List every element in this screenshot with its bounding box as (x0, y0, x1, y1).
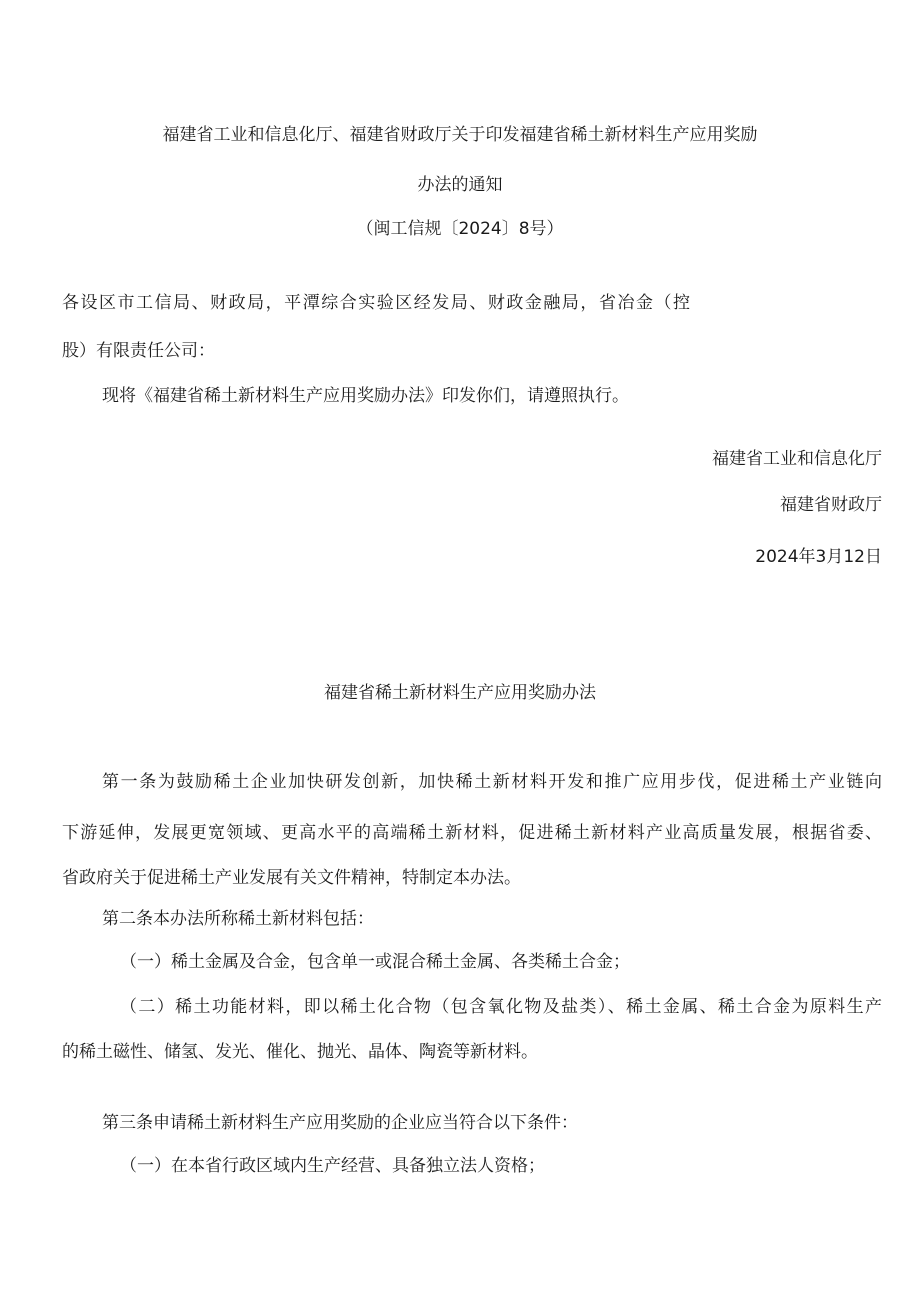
notice-doc-number: （闽工信规〔2024〕8号） (356, 219, 564, 239)
notice-body: 现将《福建省稀土新材料生产应用奖励办法》印发你们，请遵照执行。 (102, 386, 629, 406)
notice-issuer-2: 福建省财政厅 (780, 495, 882, 515)
notice-title-line1: 福建省工业和信息化厅、福建省财政厅关于印发福建省稀土新材料生产应用奖励 (162, 125, 758, 145)
notice-recipients-line2: 股）有限责任公司： (62, 341, 215, 361)
measures-title: 福建省稀土新材料生产应用奖励办法 (324, 683, 596, 703)
notice-recipients-line1: 各设区市工信局、财政局，平潭综合实验区经发局、财政金融局，省冶金（控 (62, 293, 690, 313)
article3: 第三条申请稀土新材料生产应用奖励的企业应当符合以下条件： (102, 1113, 578, 1133)
article1-line2: 下游延伸，发展更宽领域、更高水平的高端稀土新材料，促进稀土新材料产业高质量发展，根据省委、 (62, 823, 882, 843)
article2-item2-line2: 的稀土磁性、储氢、发光、催化、抛光、晶体、陶瓷等新材料。 (62, 1042, 538, 1062)
article2: 第二条本办法所称稀土新材料包括： (102, 909, 374, 929)
notice-title-line2: 办法的通知 (417, 175, 503, 195)
notice-date: 2024年3月12日 (755, 547, 882, 567)
article1-line1: 第一条为鼓励稀土企业加快研发创新，加快稀土新材料开发和推广应用步伐，促进稀土产业链向 (102, 772, 882, 792)
article3-item1: （一）在本省行政区域内生产经营、具备独立法人资格； (120, 1156, 545, 1176)
notice-issuer-1: 福建省工业和信息化厅 (712, 449, 882, 469)
article2-item1: （一）稀土金属及合金，包含单一或混合稀土金属、各类稀土合金； (120, 952, 630, 972)
article2-item2-line1: （二）稀土功能材料，即以稀土化合物（包含氧化物及盐类）、稀土金属、稀土合金为原料生产 (120, 997, 882, 1017)
article1-line3: 省政府关于促进稀土产业发展有关文件精神，特制定本办法。 (62, 868, 521, 888)
